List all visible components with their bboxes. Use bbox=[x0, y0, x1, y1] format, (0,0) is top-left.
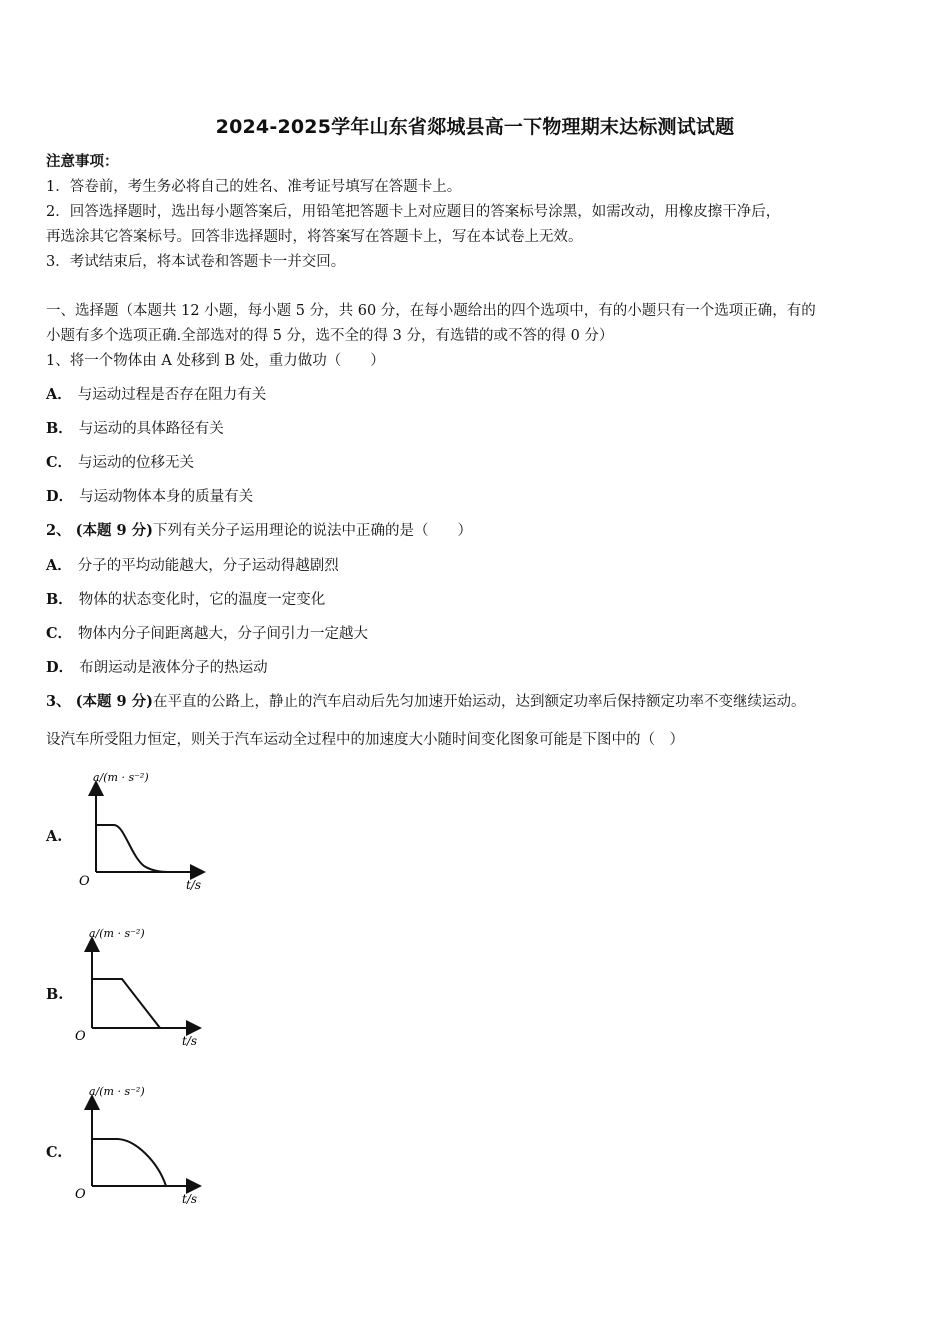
graph-c bbox=[74, 1080, 214, 1208]
option-letter: C． bbox=[46, 454, 73, 471]
q2-option-c bbox=[46, 624, 368, 644]
graph-b-label: B. bbox=[46, 986, 64, 1003]
option-letter: C． bbox=[46, 625, 73, 642]
x-axis-label: t/s bbox=[182, 1192, 198, 1206]
option-text: 与运动的具体路径有关 bbox=[78, 421, 224, 437]
option-letter: A． bbox=[46, 557, 72, 574]
graph-b bbox=[74, 922, 214, 1050]
notice-item: 1．答卷前，考生务必将自己的姓名、准考证号填写在答题卡上。 bbox=[46, 179, 462, 195]
section-header: 一、选择题（本题共 12 小题，每小题 5 分，共 60 分，在每小题给出的四个选项中，有的小题只有一个选项正确，有的 bbox=[46, 303, 816, 319]
option-letter: B． bbox=[46, 420, 73, 437]
notice-item: 再选涂其它答案标号。回答非选择题时，将答案写在答题卡上，写在本试卷上无效。 bbox=[46, 229, 583, 245]
curve bbox=[92, 1139, 166, 1186]
q1-option-c bbox=[46, 453, 194, 473]
option-text: 物体的状态变化时，它的温度一定变化 bbox=[78, 592, 326, 608]
graph-a-label: A. bbox=[46, 828, 63, 845]
origin-label: O bbox=[75, 1187, 86, 1202]
option-text: 分子的平均动能越大，分子运动得越剧烈 bbox=[77, 558, 339, 574]
graph-c-label: C. bbox=[46, 1144, 63, 1161]
q1-option-b bbox=[46, 419, 224, 439]
q2-option-a bbox=[46, 556, 339, 576]
q3-stem-text: 在平直的公路上，静止的汽车启动后先匀加速开始运动，达到额定功率后保持额定功率不变继续运动。 bbox=[153, 694, 806, 710]
q1-stem: 1、将一个物体由 A 处移到 B 处，重力做功（ ） bbox=[46, 353, 385, 369]
x-axis-label: t/s bbox=[182, 1034, 198, 1048]
curve bbox=[96, 825, 168, 872]
q1-option-d bbox=[46, 487, 253, 507]
option-text: 与运动物体本身的质量有关 bbox=[79, 489, 254, 505]
page-title: 2024-2025学年山东省郯城县高一下物理期末达标测试试题 bbox=[215, 116, 735, 138]
section-header-cont: 小题有多个选项正确.全部选对的得 5 分，选不全的得 3 分，有选错的或不答的得 0 分） bbox=[46, 328, 614, 344]
option-text: 物体内分子间距离越大，分子间引力一定越大 bbox=[78, 626, 369, 642]
q3-stem-prefix: 3、 (本题 9 分) bbox=[46, 693, 154, 710]
q2-stem-prefix: 2、 (本题 9 分) bbox=[46, 522, 154, 539]
option-letter: B． bbox=[46, 591, 73, 608]
q1-option-a bbox=[46, 385, 266, 405]
q2-stem bbox=[46, 521, 472, 541]
notice-heading: 注意事项： bbox=[46, 153, 119, 170]
y-axis-label: a/(m · s⁻²) bbox=[89, 927, 145, 940]
notice-item: 2．回答选择题时，选出每小题答案后，用铅笔把答题卡上对应题目的答案标号涂黑，如需改动，用橡皮擦干净后， bbox=[46, 204, 781, 220]
origin-label: O bbox=[75, 1029, 86, 1044]
origin-label: O bbox=[79, 874, 90, 889]
q2-stem-text: 下列有关分子运用理论的说法中正确的是（ ） bbox=[153, 523, 473, 539]
q3-stem-cont: 设汽车所受阻力恒定，则关于汽车运动全过程中的加速度大小随时间变化图象可能是下图中的（ ） bbox=[46, 732, 684, 748]
option-text: 与运动过程是否存在阻力有关 bbox=[77, 387, 267, 403]
y-axis-label: a/(m · s⁻²) bbox=[89, 1085, 145, 1098]
option-letter: D． bbox=[46, 659, 74, 676]
graph-a bbox=[76, 766, 216, 894]
option-letter: D． bbox=[46, 488, 74, 505]
y-axis-label: a/(m · s⁻²) bbox=[93, 771, 149, 784]
option-text: 与运动的位移无关 bbox=[78, 455, 195, 471]
q2-option-d bbox=[46, 658, 268, 678]
curve bbox=[92, 979, 160, 1028]
q2-option-b bbox=[46, 590, 325, 610]
option-letter: A． bbox=[46, 386, 72, 403]
option-text: 布朗运动是液体分子的热运动 bbox=[79, 660, 268, 676]
x-axis-label: t/s bbox=[186, 878, 202, 892]
notice-item: 3．考试结束后，将本试卷和答题卡一并交回。 bbox=[46, 254, 346, 270]
q3-stem bbox=[46, 692, 806, 712]
